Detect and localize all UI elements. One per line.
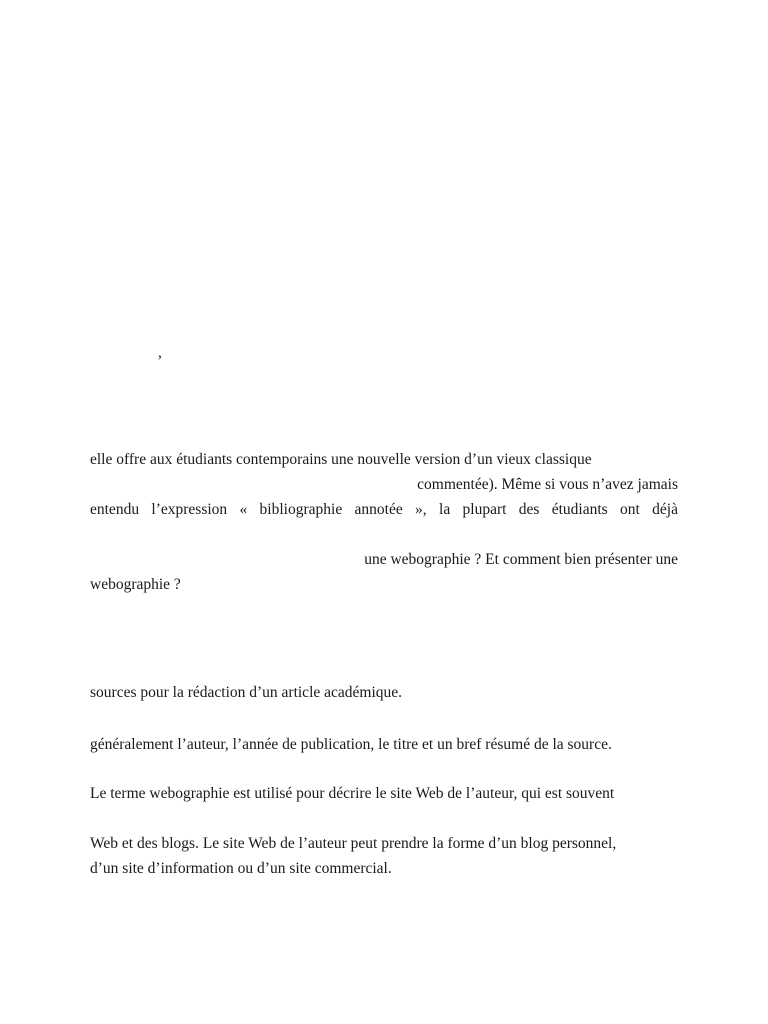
paragraph1-line5: webographie ? <box>90 576 181 593</box>
paragraph3-line1: généralement l’auteur, l’année de publication, le titre et un bref résumé de la source. <box>90 736 612 753</box>
paragraph1-line3: entendu l’expression « bibliographie annotée », la plupart des étudiants ont déjà <box>90 501 678 518</box>
paragraph1-line2: commentée). Même si vous n’avez jamais <box>417 476 678 493</box>
paragraph2-line1: sources pour la rédaction d’un article académique. <box>90 684 403 701</box>
comma-mark: , <box>158 344 162 361</box>
paragraph1-line4: une webographie ? Et comment bien présenter une <box>364 551 678 568</box>
paragraph5-line1: Web et des blogs. Le site Web de l’auteur peut prendre la forme d’un blog personnel, <box>90 835 617 852</box>
paragraph4-line1: Le terme webographie est utilisé pour décrire le site Web de l’auteur, qui est souvent <box>90 785 615 802</box>
paragraph1-line1: elle offre aux étudiants contemporains une nouvelle version d’un vieux classique <box>90 451 592 468</box>
paragraph5-line2: d’un site d’information ou d’un site commercial. <box>90 860 392 877</box>
